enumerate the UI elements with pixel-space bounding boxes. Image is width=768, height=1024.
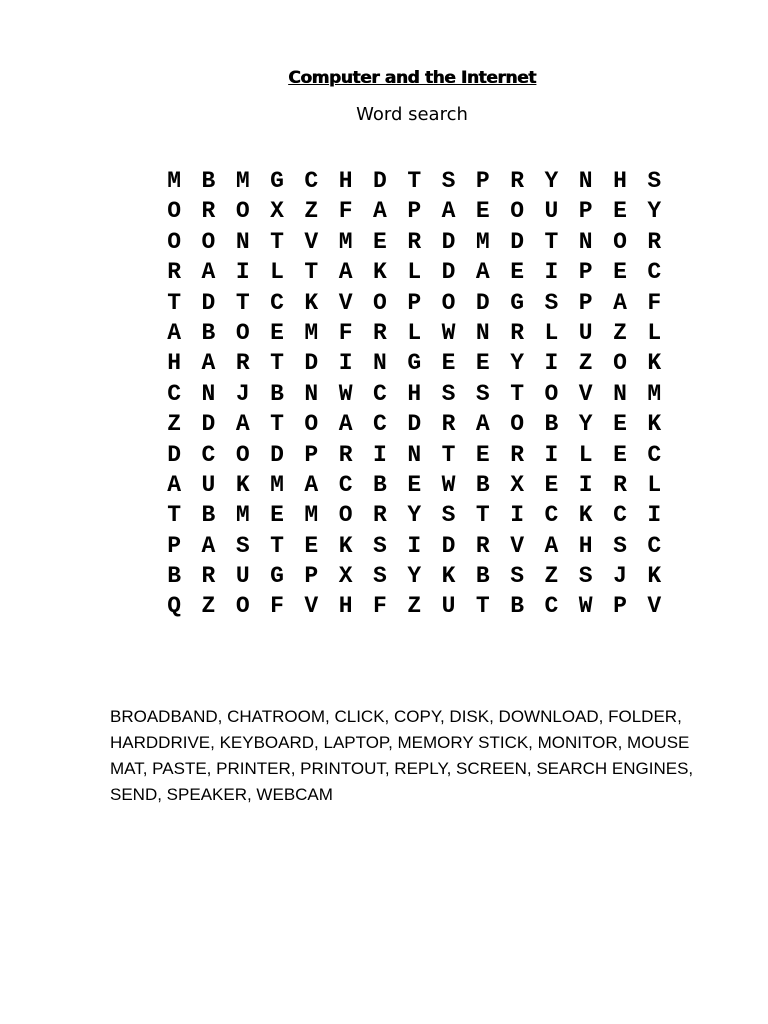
grid-letter: D xyxy=(373,168,387,194)
grid-letter: B xyxy=(201,502,216,529)
grid-letter: G xyxy=(270,563,284,590)
grid-letter: T xyxy=(270,411,284,438)
grid-letter: D xyxy=(441,228,456,255)
grid-letter: O xyxy=(613,228,627,255)
grid-letter: K xyxy=(578,502,593,529)
grid-letter: N xyxy=(578,228,593,255)
grid-letter: T xyxy=(475,502,490,529)
grid-letter: M xyxy=(338,228,353,255)
grid-letter: C xyxy=(647,259,662,286)
grid-letter: Y xyxy=(510,350,525,377)
grid-letter: E xyxy=(475,198,490,225)
grid-letter: E xyxy=(510,259,525,286)
grid-letter: T xyxy=(167,289,182,316)
grid-letter: R xyxy=(338,441,353,468)
grid-letter: N xyxy=(373,350,387,377)
grid-letter: V xyxy=(578,380,593,407)
grid-letter: K xyxy=(338,532,353,559)
grid-letter: C xyxy=(338,471,353,498)
grid-letter: C xyxy=(647,532,662,559)
grid-letter: A xyxy=(201,532,216,559)
grid-letter: E xyxy=(613,198,627,225)
grid-letter: I xyxy=(338,350,353,377)
grid-letter: M xyxy=(304,319,319,346)
grid-letter: O xyxy=(235,319,250,346)
grid-letter: A xyxy=(338,259,353,286)
grid-letter: R xyxy=(510,319,525,346)
grid-letter: Z xyxy=(613,319,627,346)
grid-letter: S xyxy=(373,532,387,559)
page-subtitle: Word search xyxy=(356,104,468,125)
grid-letter: Y xyxy=(647,198,662,225)
grid-letter: O xyxy=(510,198,525,225)
grid-letter: N xyxy=(235,228,250,255)
grid-letter: P xyxy=(167,532,182,559)
grid-letter: H xyxy=(407,380,422,407)
grid-letter: Z xyxy=(544,563,559,590)
grid-letter: C xyxy=(270,289,284,316)
grid-letter: I xyxy=(373,441,387,468)
grid-letter: P xyxy=(578,198,593,225)
grid-letter: A xyxy=(167,471,182,498)
grid-letter: L xyxy=(270,259,284,286)
grid-letter: I xyxy=(578,471,593,498)
grid-letter: Z xyxy=(578,350,593,377)
grid-letter: X xyxy=(510,471,525,498)
grid-letter: C xyxy=(167,380,182,407)
grid-letter: F xyxy=(338,319,353,346)
grid-letter: Y xyxy=(407,502,422,529)
grid-letter: C xyxy=(647,441,662,468)
grid-letter: T xyxy=(235,289,250,316)
grid-letter: K xyxy=(647,411,662,438)
grid-letter: C xyxy=(373,380,387,407)
word-search-grid xyxy=(157,166,671,622)
grid-letter: R xyxy=(201,198,216,225)
grid-letter: B xyxy=(373,471,387,498)
grid-letter: O xyxy=(235,593,250,620)
grid-letter: N xyxy=(578,168,593,194)
grid-letter: H xyxy=(338,593,353,620)
grid-letter: A xyxy=(338,411,353,438)
grid-letter: E xyxy=(475,350,490,377)
grid-letter: T xyxy=(270,228,284,255)
grid-letter: E xyxy=(270,502,284,529)
grid-letter: A xyxy=(201,350,216,377)
grid-letter: K xyxy=(441,563,456,590)
grid-letter: G xyxy=(510,289,525,316)
grid-letter: Z xyxy=(304,198,319,225)
grid-letter: T xyxy=(407,168,422,194)
grid-letter: G xyxy=(270,168,284,194)
page-title: Computer and the Internet xyxy=(288,68,536,88)
grid-letter: O xyxy=(167,228,182,255)
grid-letter: P xyxy=(578,289,593,316)
grid-letter: P xyxy=(407,289,422,316)
grid-letter: O xyxy=(338,502,353,529)
grid-letter: I xyxy=(510,502,525,529)
grid-letter: A xyxy=(544,532,559,559)
grid-letter: S xyxy=(441,168,456,194)
grid-letter: E xyxy=(544,471,559,498)
grid-letter: O xyxy=(613,350,627,377)
grid-letter: R xyxy=(441,411,456,438)
grid-letter: H xyxy=(613,168,627,194)
grid-letter: W xyxy=(338,380,353,407)
grid-letter: L xyxy=(544,319,559,346)
grid-letter: H xyxy=(167,350,182,377)
grid-letter: R xyxy=(613,471,627,498)
grid-letter: I xyxy=(647,502,662,529)
grid-letter: K xyxy=(373,259,387,286)
grid-letter: Y xyxy=(578,411,593,438)
grid-letter: U xyxy=(201,471,216,498)
grid-letter: I xyxy=(235,259,250,286)
grid-letter: D xyxy=(510,228,525,255)
grid-letter: E xyxy=(304,532,319,559)
grid-letter: T xyxy=(544,228,559,255)
grid-letter: V xyxy=(304,593,319,620)
grid-letter: O xyxy=(441,289,456,316)
grid-letter: J xyxy=(235,380,250,407)
grid-letter: W xyxy=(441,319,456,346)
grid-letter: U xyxy=(544,198,559,225)
grid-letter: O xyxy=(235,198,250,225)
grid-letter: F xyxy=(338,198,353,225)
grid-letter: A xyxy=(613,289,627,316)
grid-letter: T xyxy=(167,502,182,529)
grid-letter: I xyxy=(544,259,559,286)
grid-letter: V xyxy=(304,228,319,255)
grid-letter: L xyxy=(647,471,662,498)
grid-letter: S xyxy=(235,532,250,559)
grid-letter: V xyxy=(338,289,353,316)
grid-letter: T xyxy=(475,593,490,620)
grid-letter: R xyxy=(235,350,250,377)
grid-letter: R xyxy=(510,168,525,194)
grid-letter: B xyxy=(270,380,284,407)
grid-letter: D xyxy=(475,289,490,316)
grid-letter: O xyxy=(235,441,250,468)
grid-letter: H xyxy=(338,168,353,194)
grid-letter: A xyxy=(475,411,490,438)
grid-letter: R xyxy=(510,441,525,468)
grid-letter: M xyxy=(647,380,662,407)
grid-letter: M xyxy=(304,502,319,529)
grid-letter: T xyxy=(304,259,319,286)
grid-letter: A xyxy=(201,259,216,286)
grid-letter: B xyxy=(510,593,525,620)
grid-letter: E xyxy=(373,228,387,255)
grid-letter: D xyxy=(270,441,284,468)
grid-letter: P xyxy=(475,168,490,194)
grid-letter: L xyxy=(578,441,593,468)
grid-letter: R xyxy=(373,502,387,529)
grid-letter: R xyxy=(407,228,422,255)
grid-letter: D xyxy=(304,350,319,377)
grid-letter: O xyxy=(544,380,559,407)
grid-letter: E xyxy=(475,441,490,468)
grid-letter: O xyxy=(201,228,216,255)
grid-letter: L xyxy=(407,259,422,286)
grid-letter: O xyxy=(304,411,319,438)
grid-letter: O xyxy=(167,198,182,225)
grid-letter: F xyxy=(373,593,387,620)
grid-letter: R xyxy=(373,319,387,346)
grid-letter: A xyxy=(373,198,387,225)
grid-letter: X xyxy=(270,198,284,225)
grid-letter: M xyxy=(270,471,284,498)
grid-letter: S xyxy=(373,563,387,590)
grid-letter: X xyxy=(338,563,353,590)
grid-letter: C xyxy=(373,411,387,438)
grid-letter: B xyxy=(201,168,216,194)
grid-letter: T xyxy=(270,532,284,559)
grid-letter: D xyxy=(441,532,456,559)
grid-letter: G xyxy=(407,350,422,377)
grid-letter: S xyxy=(475,380,490,407)
grid-letter: C xyxy=(544,502,559,529)
grid-letter: E xyxy=(613,411,627,438)
word-list: BROADBAND, CHATROOM, CLICK, COPY, DISK, DOWNLOAD, FOLDER, HARDDRIVE, KEYBOARD, LAPTOP, MEMORY STICK, MONITOR, MOUSE MAT, PASTE, PRINTER, PRINTOUT, REPLY, SCREEN, SEARCH ENGINES, SEND, SPEAKER, WEBCAM xyxy=(110,707,694,804)
grid-letter: O xyxy=(373,289,387,316)
grid-letter: T xyxy=(510,380,525,407)
grid-letter: F xyxy=(647,289,662,316)
grid-letter: I xyxy=(407,532,422,559)
grid-letter: V xyxy=(647,593,662,620)
grid-letter: U xyxy=(441,593,456,620)
grid-letter: S xyxy=(647,168,662,194)
grid-letter: M xyxy=(167,168,182,194)
grid-letter: O xyxy=(510,411,525,438)
grid-letter: N xyxy=(304,380,319,407)
grid-letter: A xyxy=(475,259,490,286)
grid-letter: A xyxy=(235,411,250,438)
grid-letter: K xyxy=(304,289,319,316)
grid-letter: R xyxy=(167,259,182,286)
grid-letter: L xyxy=(407,319,422,346)
grid-letter: E xyxy=(407,471,422,498)
grid-letter: C xyxy=(304,168,319,194)
grid-letter: A xyxy=(167,319,182,346)
grid-letter: P xyxy=(613,593,627,620)
grid-letter: S xyxy=(578,563,593,590)
grid-letter: Z xyxy=(167,411,182,438)
grid-letter: R xyxy=(647,228,662,255)
grid-letter: M xyxy=(235,502,250,529)
grid-letter: S xyxy=(441,380,456,407)
grid-letter: B xyxy=(475,563,490,590)
grid-letter: K xyxy=(235,471,250,498)
grid-letter: S xyxy=(613,532,627,559)
grid-letter: Y xyxy=(544,168,559,194)
grid-letter: W xyxy=(578,593,593,620)
grid-letter: S xyxy=(544,289,559,316)
grid-letter: J xyxy=(613,563,627,590)
grid-letter: D xyxy=(167,441,182,468)
grid-letter: E xyxy=(441,350,456,377)
grid-letter: E xyxy=(613,259,627,286)
grid-letter: Z xyxy=(201,593,216,620)
grid-letter: E xyxy=(613,441,627,468)
grid-letter: L xyxy=(647,319,662,346)
grid-letter: C xyxy=(201,441,216,468)
grid-letter: W xyxy=(441,471,456,498)
grid-letter: P xyxy=(304,563,319,590)
grid-letter: T xyxy=(270,350,284,377)
grid-letter: P xyxy=(578,259,593,286)
grid-letter: S xyxy=(510,563,525,590)
grid-letter: I xyxy=(544,441,559,468)
grid-letter: U xyxy=(235,563,250,590)
grid-letter: F xyxy=(270,593,284,620)
grid-letter: N xyxy=(407,441,422,468)
grid-letter: R xyxy=(475,532,490,559)
grid-letter: C xyxy=(613,502,627,529)
grid-letter: B xyxy=(544,411,559,438)
grid-letter: B xyxy=(475,471,490,498)
grid-letter: M xyxy=(235,168,250,194)
grid-letter: D xyxy=(407,411,422,438)
grid-letter: N xyxy=(201,380,216,407)
grid-letter: N xyxy=(475,319,490,346)
grid-letter: C xyxy=(544,593,559,620)
grid-letter: D xyxy=(201,411,216,438)
grid-letter: B xyxy=(201,319,216,346)
grid-letter: Q xyxy=(167,593,182,620)
grid-letter: Y xyxy=(407,563,422,590)
grid-letter: A xyxy=(441,198,456,225)
grid-letter: V xyxy=(510,532,525,559)
grid-letter: R xyxy=(201,563,216,590)
grid-letter: E xyxy=(270,319,284,346)
grid-letter: N xyxy=(613,380,627,407)
grid-letter: I xyxy=(544,350,559,377)
grid-letter: H xyxy=(578,532,593,559)
grid-letter: Z xyxy=(407,593,422,620)
grid-letter: D xyxy=(201,289,216,316)
grid-letter: T xyxy=(441,441,456,468)
grid-letter: P xyxy=(407,198,422,225)
grid-letter: M xyxy=(475,228,490,255)
grid-letter: K xyxy=(647,350,662,377)
grid-letter: A xyxy=(304,471,319,498)
grid-letter: K xyxy=(647,563,662,590)
grid-letter: U xyxy=(578,319,593,346)
grid-letter: D xyxy=(441,259,456,286)
grid-letter: B xyxy=(167,563,182,590)
grid-letter: P xyxy=(304,441,319,468)
grid-letter: S xyxy=(441,502,456,529)
